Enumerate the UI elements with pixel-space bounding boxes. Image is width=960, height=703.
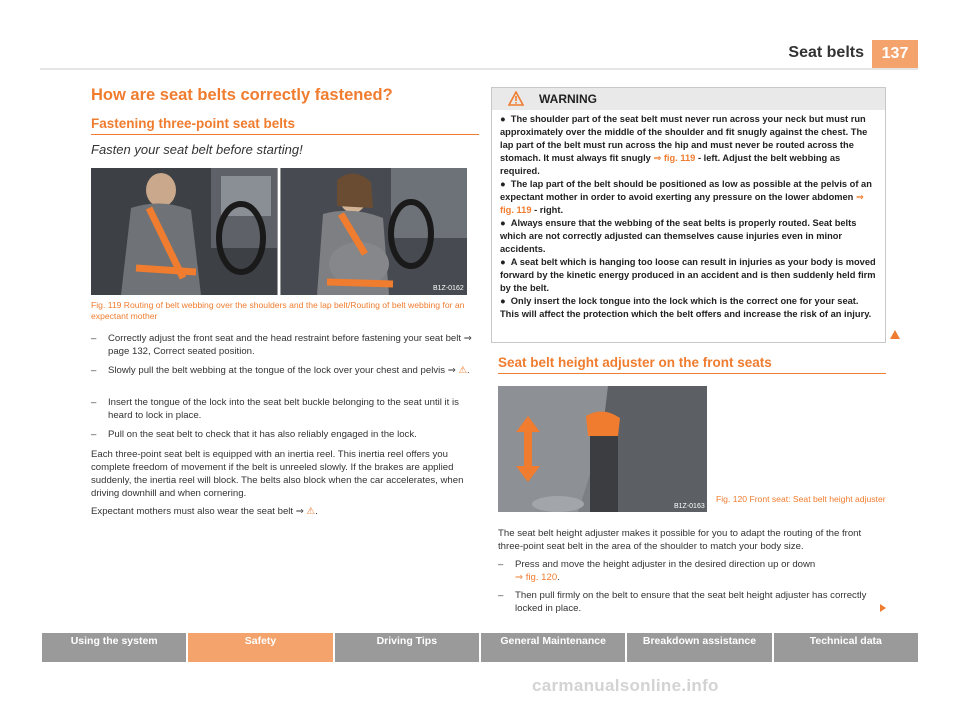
warning-body [500,113,880,321]
chapter-navigation [42,633,918,662]
warning-title: WARNING [539,92,597,106]
header-section-title: Seat belts [788,44,864,61]
adjuster-section-title: Seat belt height adjuster on the front seats [498,355,772,370]
adjuster-paragraph: The seat belt height adjuster makes it possible for you to adapt the routing of the front three-point seat belt in the area of the shoulder to match your body size. [498,528,862,552]
figure-link[interactable]: ⇒ fig. 119 [653,153,696,163]
figure-120-caption: Fig. 120 Front seat: Seat belt height adjuster [716,494,886,504]
warning-item: ● Always ensure that the webbing of the seat belts is properly routed. Seat belts which are not correctly adjusted can themselves cause injuries even in minor accidents. [500,218,857,254]
tab-technical-data[interactable]: Technical data [774,633,918,662]
figure-119-image [91,168,467,295]
watermark: carmanualsonline.info [532,676,719,695]
warning-triangle-icon [508,91,524,106]
figure-120-image [498,386,707,512]
page-title: How are seat belts correctly fastened? [91,86,393,104]
tab-driving-tips[interactable]: Driving Tips [335,633,479,662]
section-end-marker-icon [890,330,900,339]
figure-120-code: B1Z-0163 [674,503,705,510]
subtitle-rule [91,134,479,135]
adjuster-title-rule [498,373,886,374]
tab-general-maintenance[interactable]: General Maintenance [481,633,625,662]
warning-header [492,88,885,110]
warning-reference-icon[interactable]: ⚠ [306,506,316,517]
figure-link[interactable]: ⇒ fig. 119 [500,192,864,215]
figure-119-code: B1Z-0162 [433,285,464,292]
intro-text: Fasten your seat belt before starting! [91,142,303,157]
tab-safety[interactable]: Safety [188,633,332,662]
warning-item: ● Only insert the lock tongue into the lock which is the correct one for your seat. This will affect the protection which the belt offers and increase the risk of an injury. [500,296,872,319]
figure-link[interactable]: ⇒ fig. 120 [515,572,558,583]
warning-box [491,87,886,343]
page-number: 137 [872,40,918,68]
expectant-mothers-paragraph: Expectant mothers must also wear the seat belt ⇒ ⚠. [91,506,318,517]
header-divider [40,68,918,70]
section-subtitle: Fastening three-point seat belts [91,116,296,131]
tab-using-the-system[interactable]: Using the system [42,633,186,662]
warning-item: ● The lap part of the belt should be positioned as low as possible at the pelvis of an expectant mother in order to avoid exerting any pressure on the lower abdomen ⇒ fig. 119 - right. [500,179,872,215]
warning-item: ● A seat belt which is hanging too loose can result in injuries as your body is moved forward by the kinetic energy produced in an accident and is then suddenly held firm by the belt. [500,257,876,293]
continue-arrow-icon [880,604,886,612]
figure-119-caption: Fig. 119 Routing of belt webbing over the shoulders and the lap belt/Routing of belt webbing for an expectant mother [91,300,465,321]
tab-breakdown-assistance[interactable]: Breakdown assistance [627,633,771,662]
warning-item: ● The shoulder part of the seat belt must never run across your neck but must run approximately over the middle of the shoulder and fit snugly against the chest. The lap part of the belt must run across the hip and must never be routed across the stomach. It must always fit snugly ⇒ fig. 119 - left. Adjust the belt webbing as required. [500,114,868,176]
warning-reference-icon[interactable]: ⚠ [458,365,468,376]
inertia-reel-paragraph: Each three-point seat belt is equipped with an inertia reel. This inertia reel offers you complete freedom of movement if the belt is unreeled slowly. If the brakes are applied suddenly, the inertia reel will block. The belts also block when the car accelerates, when driving downhill and when cornering. [91,449,464,499]
